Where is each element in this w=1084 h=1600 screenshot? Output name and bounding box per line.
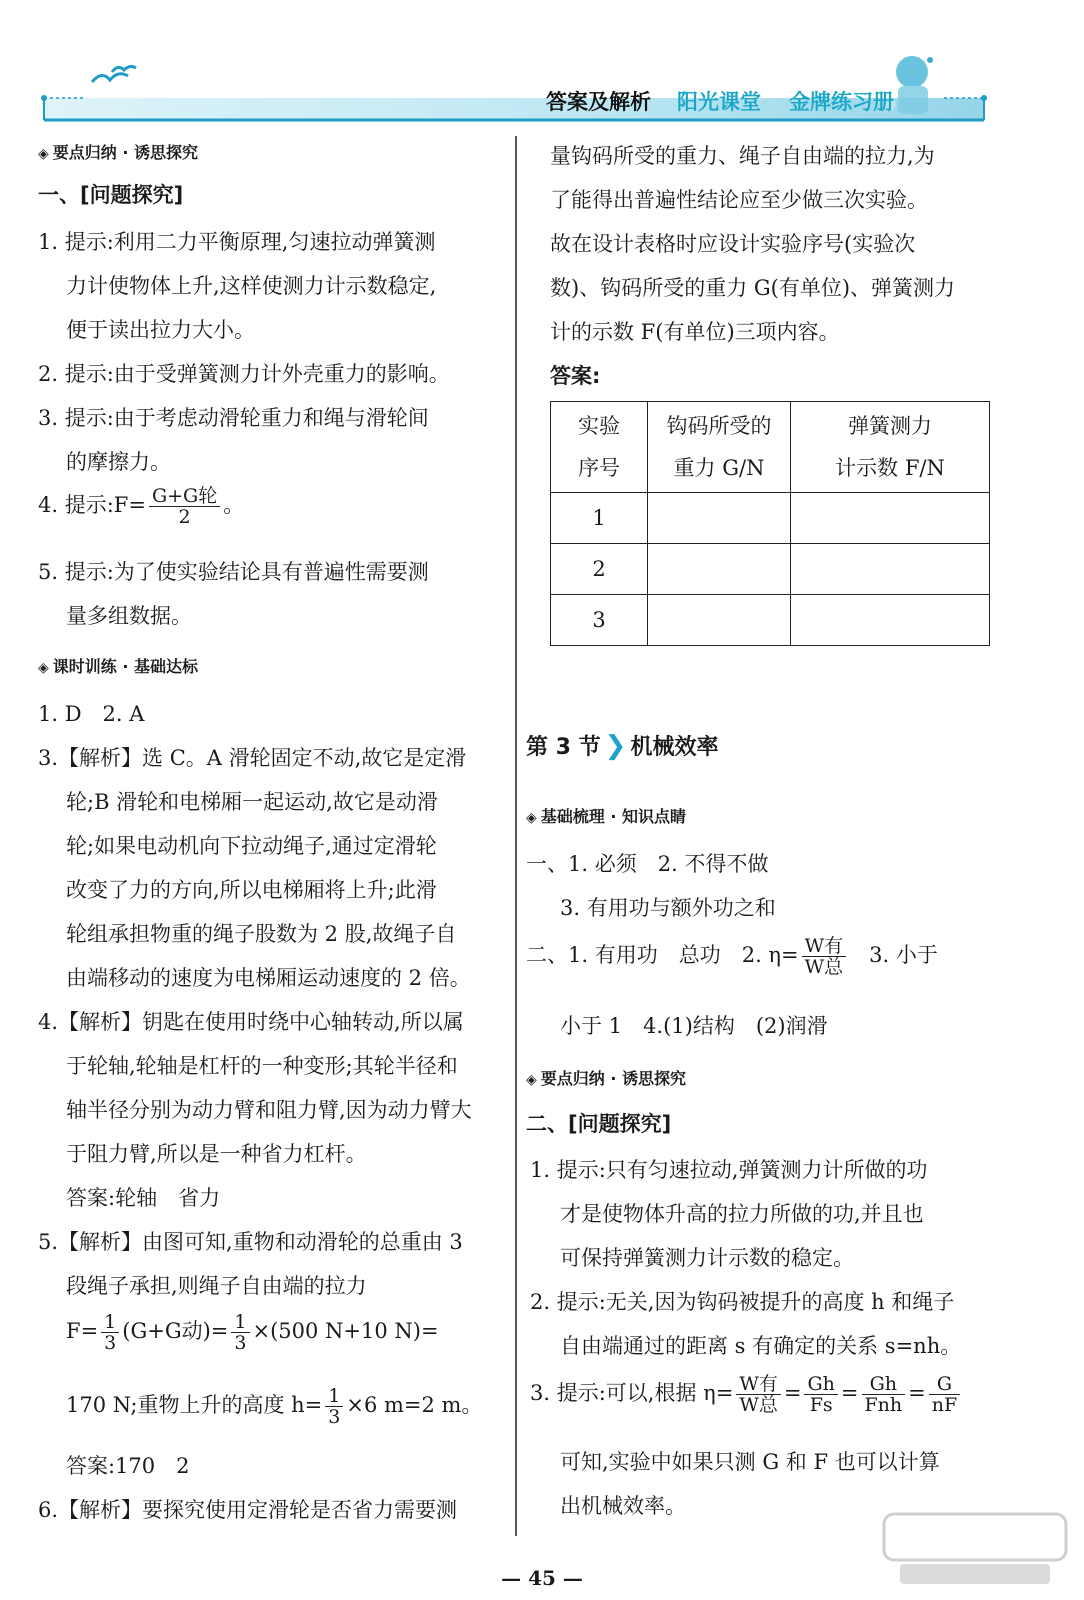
text-line: 3. 提示:由于考虑动滑轮重力和绳与滑轮间 — [38, 406, 429, 430]
text-line: 故在设计表格时应设计实验序号(实验次 — [550, 232, 916, 256]
fraction: $\frac{1}{3}$ — [325, 1386, 343, 1427]
formula-line: F= $\frac{1}{3}$ (G+G动)= $\frac{1}{3}$ ×(500 N+10 N)= — [66, 1311, 439, 1354]
section-heading: ◈ 要点归纳 · 诱思探究 — [526, 1069, 687, 1088]
column-divider — [515, 136, 517, 1536]
text-line: 数)、钩码所受的重力 G(有单位)、弹簧测力 — [550, 276, 956, 300]
diamond-icon: ◈ — [38, 146, 49, 162]
text-line: 轴半径分别为动力臂和阻力臂,因为动力臂大 — [66, 1098, 472, 1122]
header-label-book: 金牌练习册 — [789, 90, 894, 114]
table-row — [551, 544, 990, 595]
table-cell: 2 — [551, 544, 648, 595]
text-line: 一、1. 必须 2. 不得不做 — [526, 852, 769, 876]
text-line: 3.【解析】选 C。A 滑轮固定不动,故它是定滑 — [38, 746, 467, 770]
text-line: 便于读出拉力大小。 — [66, 318, 255, 342]
page-number: — 45 — — [501, 1566, 583, 1590]
fraction: $\frac{Gh}{\text{Fnh}}$ — [862, 1374, 906, 1415]
text-line: 改变了力的方向,所以电梯厢将上升;此滑 — [66, 878, 437, 902]
table-cell: 3 — [551, 595, 648, 646]
page-header — [0, 0, 1084, 135]
table-cell: 1 — [551, 493, 648, 544]
header-label-answers: 答案及解析 — [546, 90, 651, 114]
text-line: 轮;如果电动机向下拉动绳子,通过定滑轮 — [66, 834, 437, 858]
text-line: 了能得出普遍性结论应至少做三次实验。 — [550, 188, 928, 212]
fraction: $\frac{\text{G+G轮}}{2}$ — [149, 486, 220, 527]
bird-icon — [92, 66, 136, 82]
table-cell — [648, 595, 791, 646]
fraction: $\frac{1}{3}$ — [101, 1312, 119, 1353]
text-line: 2. 提示:由于受弹簧测力计外壳重力的影响。 — [38, 362, 450, 386]
watermark-logo — [880, 1508, 1070, 1588]
text-line: 才是使物体升高的拉力所做的功,并且也 — [560, 1202, 924, 1226]
diamond-icon: ◈ — [526, 810, 537, 826]
table-header-cell: 实验 序号 — [551, 402, 648, 493]
answer-line: 答案:170 2 — [66, 1454, 190, 1478]
fraction: $\frac{Gh}{Fs}$ — [804, 1374, 837, 1415]
text-line: 于轮轴,轮轴是杠杆的一种变形;其轮半径和 — [66, 1054, 458, 1078]
fraction: $\frac{G}{nF}$ — [929, 1374, 960, 1415]
table-header-cell: 弹簧测力 计示数 F/N — [791, 402, 990, 493]
text-line: 1. 提示:利用二力平衡原理,匀速拉动弹簧测 — [38, 230, 436, 254]
text-line: 1. 提示:只有匀速拉动,弹簧测力计所做的功 — [530, 1158, 928, 1182]
answer-line: 答案:轮轴 省力 — [66, 1186, 221, 1210]
section-heading: ◈ 课时训练 · 基础达标 — [38, 657, 199, 676]
table-cell — [791, 595, 990, 646]
answer-table — [550, 401, 990, 646]
text-line: 2. 提示:无关,因为钩码被提升的高度 h 和绳子 — [530, 1290, 955, 1314]
formula-line: 4. 提示:F= $\frac{\text{G+G轮}}{2}$ 。 — [38, 485, 245, 528]
formula-line: 170 N;重物上升的高度 h= $\frac{1}{3}$ ×6 m=2 m。 — [66, 1385, 483, 1428]
formula-line: 3. 提示:可以,根据 η= $\frac{\text{W有}}{\text{W总}}$ = $\frac{Gh}{Fs}$ = $\frac{Gh}{\text{Fnh}}$ = $\frac{G}{nF}$ — [530, 1374, 963, 1415]
text-line: 可保持弹簧测力计示数的稳定。 — [560, 1246, 854, 1270]
diamond-icon: ◈ — [38, 660, 49, 676]
answer-label: 答案: — [550, 364, 601, 388]
table-header-row — [551, 402, 990, 493]
text-line: 6.【解析】要探究使用定滑轮是否省力需要测 — [38, 1498, 458, 1522]
text-line: 5.【解析】由图可知,重物和动滑轮的总重由 3 — [38, 1230, 463, 1254]
text-line: 量多组数据。 — [66, 604, 192, 628]
formula-line: 二、1. 有用功 总功 2. η= $\frac{\text{W有}}{\text{W总}}$ 3. 小于 — [526, 935, 938, 978]
table-cell — [791, 544, 990, 595]
fraction: $\frac{1}{3}$ — [231, 1312, 249, 1353]
text-line: 小于 1 4.(1)结构 (2)润滑 — [560, 1014, 828, 1038]
table-row — [551, 595, 990, 646]
text-line: 计的示数 F(有单位)三项内容。 — [550, 320, 840, 344]
text-line: 量钩码所受的重力、绳子自由端的拉力,为 — [550, 144, 935, 168]
table-cell — [791, 493, 990, 544]
chevron-right-icon: ❯ — [604, 731, 627, 761]
table-cell — [648, 544, 791, 595]
section-heading: ◈ 要点归纳 · 诱思探究 — [38, 143, 199, 162]
text-line: 力计使物体上升,这样使测力计示数稳定, — [66, 274, 437, 298]
text-line: 段绳子承担,则绳子自由端的拉力 — [66, 1274, 367, 1298]
text-line: 出机械效率。 — [560, 1494, 686, 1518]
text-line: 5. 提示:为了使实验结论具有普遍性需要测 — [38, 560, 429, 584]
header-decoration — [0, 0, 1084, 135]
header-title — [546, 86, 894, 116]
table-header-cell: 钩码所受的 重力 G/N — [648, 402, 791, 493]
part-heading: 二、[问题探究] — [526, 1112, 672, 1136]
text-line: 轮;B 滑轮和电梯厢一起运动,故它是动滑 — [66, 790, 438, 814]
text-line: 于阻力臂,所以是一种省力杠杆。 — [66, 1142, 367, 1166]
text-line: 自由端通过的距离 s 有确定的关系 s=nh。 — [560, 1334, 962, 1358]
text-line: 由端移动的速度为电梯厢运动速度的 2 倍。 — [66, 966, 471, 990]
text-line: 4.【解析】钥匙在使用时绕中心轴转动,所以属 — [38, 1010, 464, 1034]
part-heading: 一、[问题探究] — [38, 183, 184, 207]
header-label-series: 阳光课堂 — [677, 90, 761, 114]
fraction: $\frac{\text{W有}}{\text{W总}}$ — [736, 1374, 781, 1415]
chapter-heading: 第 3 节 ❯ 机械效率 — [526, 731, 719, 761]
text-line: 3. 有用功与额外功之和 — [560, 896, 776, 920]
text-line: 1. D 2. A — [38, 702, 145, 726]
text-line: 轮组承担物重的绳子股数为 2 股,故绳子自 — [66, 922, 457, 946]
diamond-icon: ◈ — [526, 1072, 537, 1088]
table-row — [551, 493, 990, 544]
text-line: 的摩擦力。 — [66, 450, 171, 474]
text-line: 可知,实验中如果只测 G 和 F 也可以计算 — [560, 1450, 940, 1474]
table-cell — [648, 493, 791, 544]
section-heading: ◈ 基础梳理 · 知识点睛 — [526, 807, 687, 826]
fraction: $\frac{\text{W有}}{\text{W总}}$ — [802, 936, 847, 977]
